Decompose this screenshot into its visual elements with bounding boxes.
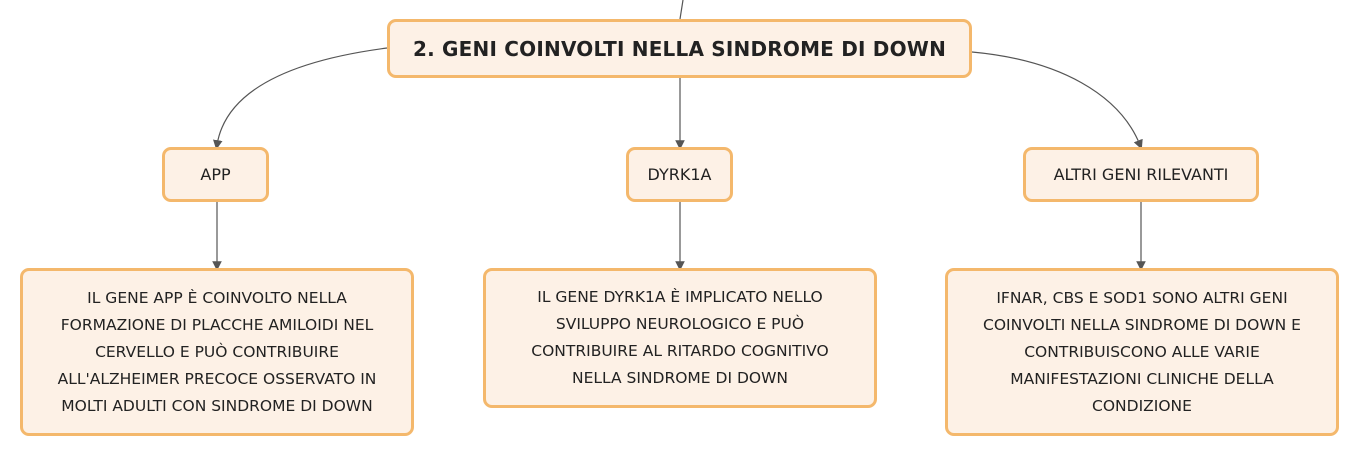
branch-label-altri-geni: ALTRI GENI RILEVANTI (1053, 165, 1229, 184)
detail-node-app[interactable] (20, 268, 414, 436)
detail-node-altri-geni[interactable] (945, 268, 1339, 436)
connector-root-to-altri (972, 52, 1140, 145)
detail-text-dyrk1a: IL GENE DYRK1A È IMPLICATO NELLO SVILUPPO NEUROLOGICO E PUÒ CONTRIBUIRE AL RITARDO COGNITIVO NELLA SINDROME DI DOWN (531, 288, 829, 387)
branch-label-app: APP (200, 165, 231, 184)
branch-node-altri-geni[interactable] (1023, 147, 1259, 202)
connector-root-to-app (217, 48, 387, 145)
detail-node-dyrk1a[interactable] (483, 268, 877, 408)
branch-node-dyrk1a[interactable] (626, 147, 733, 202)
root-topic-label: 2. GENI COINVOLTI NELLA SINDROME DI DOWN (412, 36, 947, 61)
branch-node-app[interactable] (162, 147, 269, 202)
root-topic-node[interactable] (387, 19, 972, 78)
detail-text-altri-geni: IFNAR, CBS E SOD1 SONO ALTRI GENI COINVOLTI NELLA SINDROME DI DOWN E CONTRIBUISCONO ALLE VARIE MANIFESTAZIONI CLINICHE DELLA CONDIZIONE (983, 288, 1301, 415)
detail-text-app: IL GENE APP È COINVOLTO NELLA FORMAZIONE DI PLACCHE AMILOIDI NEL CERVELLO E PUÒ CONTRIBUIRE ALL'ALZHEIMER PRECOCE OSSERVATO IN MOLTI ADULTI CON SINDROME DI DOWN (57, 288, 377, 415)
branch-label-dyrk1a: DYRK1A (647, 165, 712, 184)
connector-incoming (680, 0, 683, 19)
